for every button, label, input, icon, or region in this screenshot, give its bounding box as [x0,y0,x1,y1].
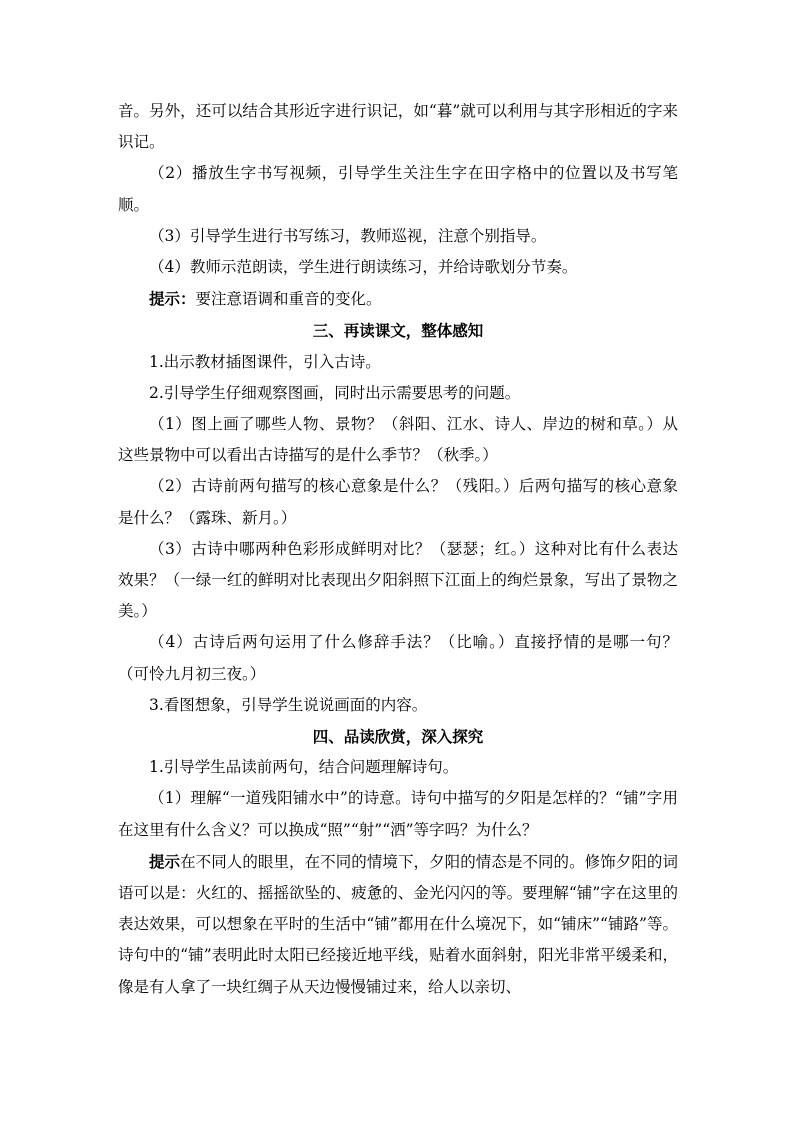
section-3-question-4: （4）古诗后两句运用了什么修辞手法？（比喻。）直接抒情的是哪一句？（可怜九月初三夜。） [118,633,678,683]
tip-text: 要注意语调和重音的变化。 [195,290,382,309]
document-page [118,96,678,1003]
section-3-item-2: 2.引导学生仔细观察图画，同时出示需要思考的问题。 [149,383,521,402]
tip-label: 提示： [149,289,196,309]
section-4-question-1: （1）理解“一道残阳铺水中”的诗意。诗句中描写的夕阳是怎样的？“铺”字用在这里有什么含义？可以换成“照”“射”“洒”等字吗？为什么？ [118,789,678,839]
tip-label-2: 提示 [149,851,181,871]
section-4-heading: 四、品读欣赏，深入探究 [312,727,484,747]
paragraph-step-2: （2）播放生字书写视频，引导学生关注生字在田字格中的位置以及书写笔顺。 [118,164,678,214]
tip-paragraph-2 [118,846,678,1003]
paragraph-step-4: （4）教师示范朗读，学生进行朗读练习，并给诗歌划分节奏。 [149,258,578,277]
paragraph-step-3: （3）引导学生进行书写练习，教师巡视，注意个别指导。 [149,226,547,245]
section-3-question-1: （1）图上画了哪些人物、景物？（斜阳、江水、诗人、岸边的树和草。）从这些景物中可以看出古诗描写的是什么季节？（秋季。） [118,415,678,465]
section-3-question-2: （2）古诗前两句描写的核心意象是什么？（残阳。）后两句描写的核心意象是什么？（露珠、新月。） [118,477,678,527]
tip-text-2: 在不同人的眼里，在不同的情境下，夕阳的情态是不同的。修饰夕阳的词语可以是：火红的、摇摇欲坠的、疲惫的、金光闪闪的等。要理解“铺”字在这里的表达效果，可以想象在平时的生活中“铺”都用在什么境况下，如“铺床”“铺路”等。诗句中的“铺”表明此时太阳已经接近地平线，贴着水面斜射，阳光非常平缓柔和，像是有人拿了一块红绸子从天边慢慢铺过来，给人以亲切、 [118,852,678,996]
section-3-item-1: 1.出示教材插图课件，引入古诗。 [149,352,381,371]
tip-paragraph-1 [118,283,678,315]
section-3-question-3: （3）古诗中哪两种色彩形成鲜明对比？（瑟瑟；红。）这种对比有什么表达效果？（一绿一红的鲜明对比表现出夕阳斜照下江面上的绚烂景象，写出了景物之美。） [118,539,678,621]
section-3-heading: 三、再读课文，整体感知 [312,321,484,341]
paragraph-memory-tip: 音。另外，还可以结合其形近字进行识记，如“暮”就可以利用与其字形相近的字来识记。 [118,102,678,152]
section-3-item-3: 3.看图想象，引导学生说说画面的内容。 [149,695,428,714]
section-4-item-1: 1.引导学生品读前两句，结合问题理解诗句。 [149,758,459,777]
